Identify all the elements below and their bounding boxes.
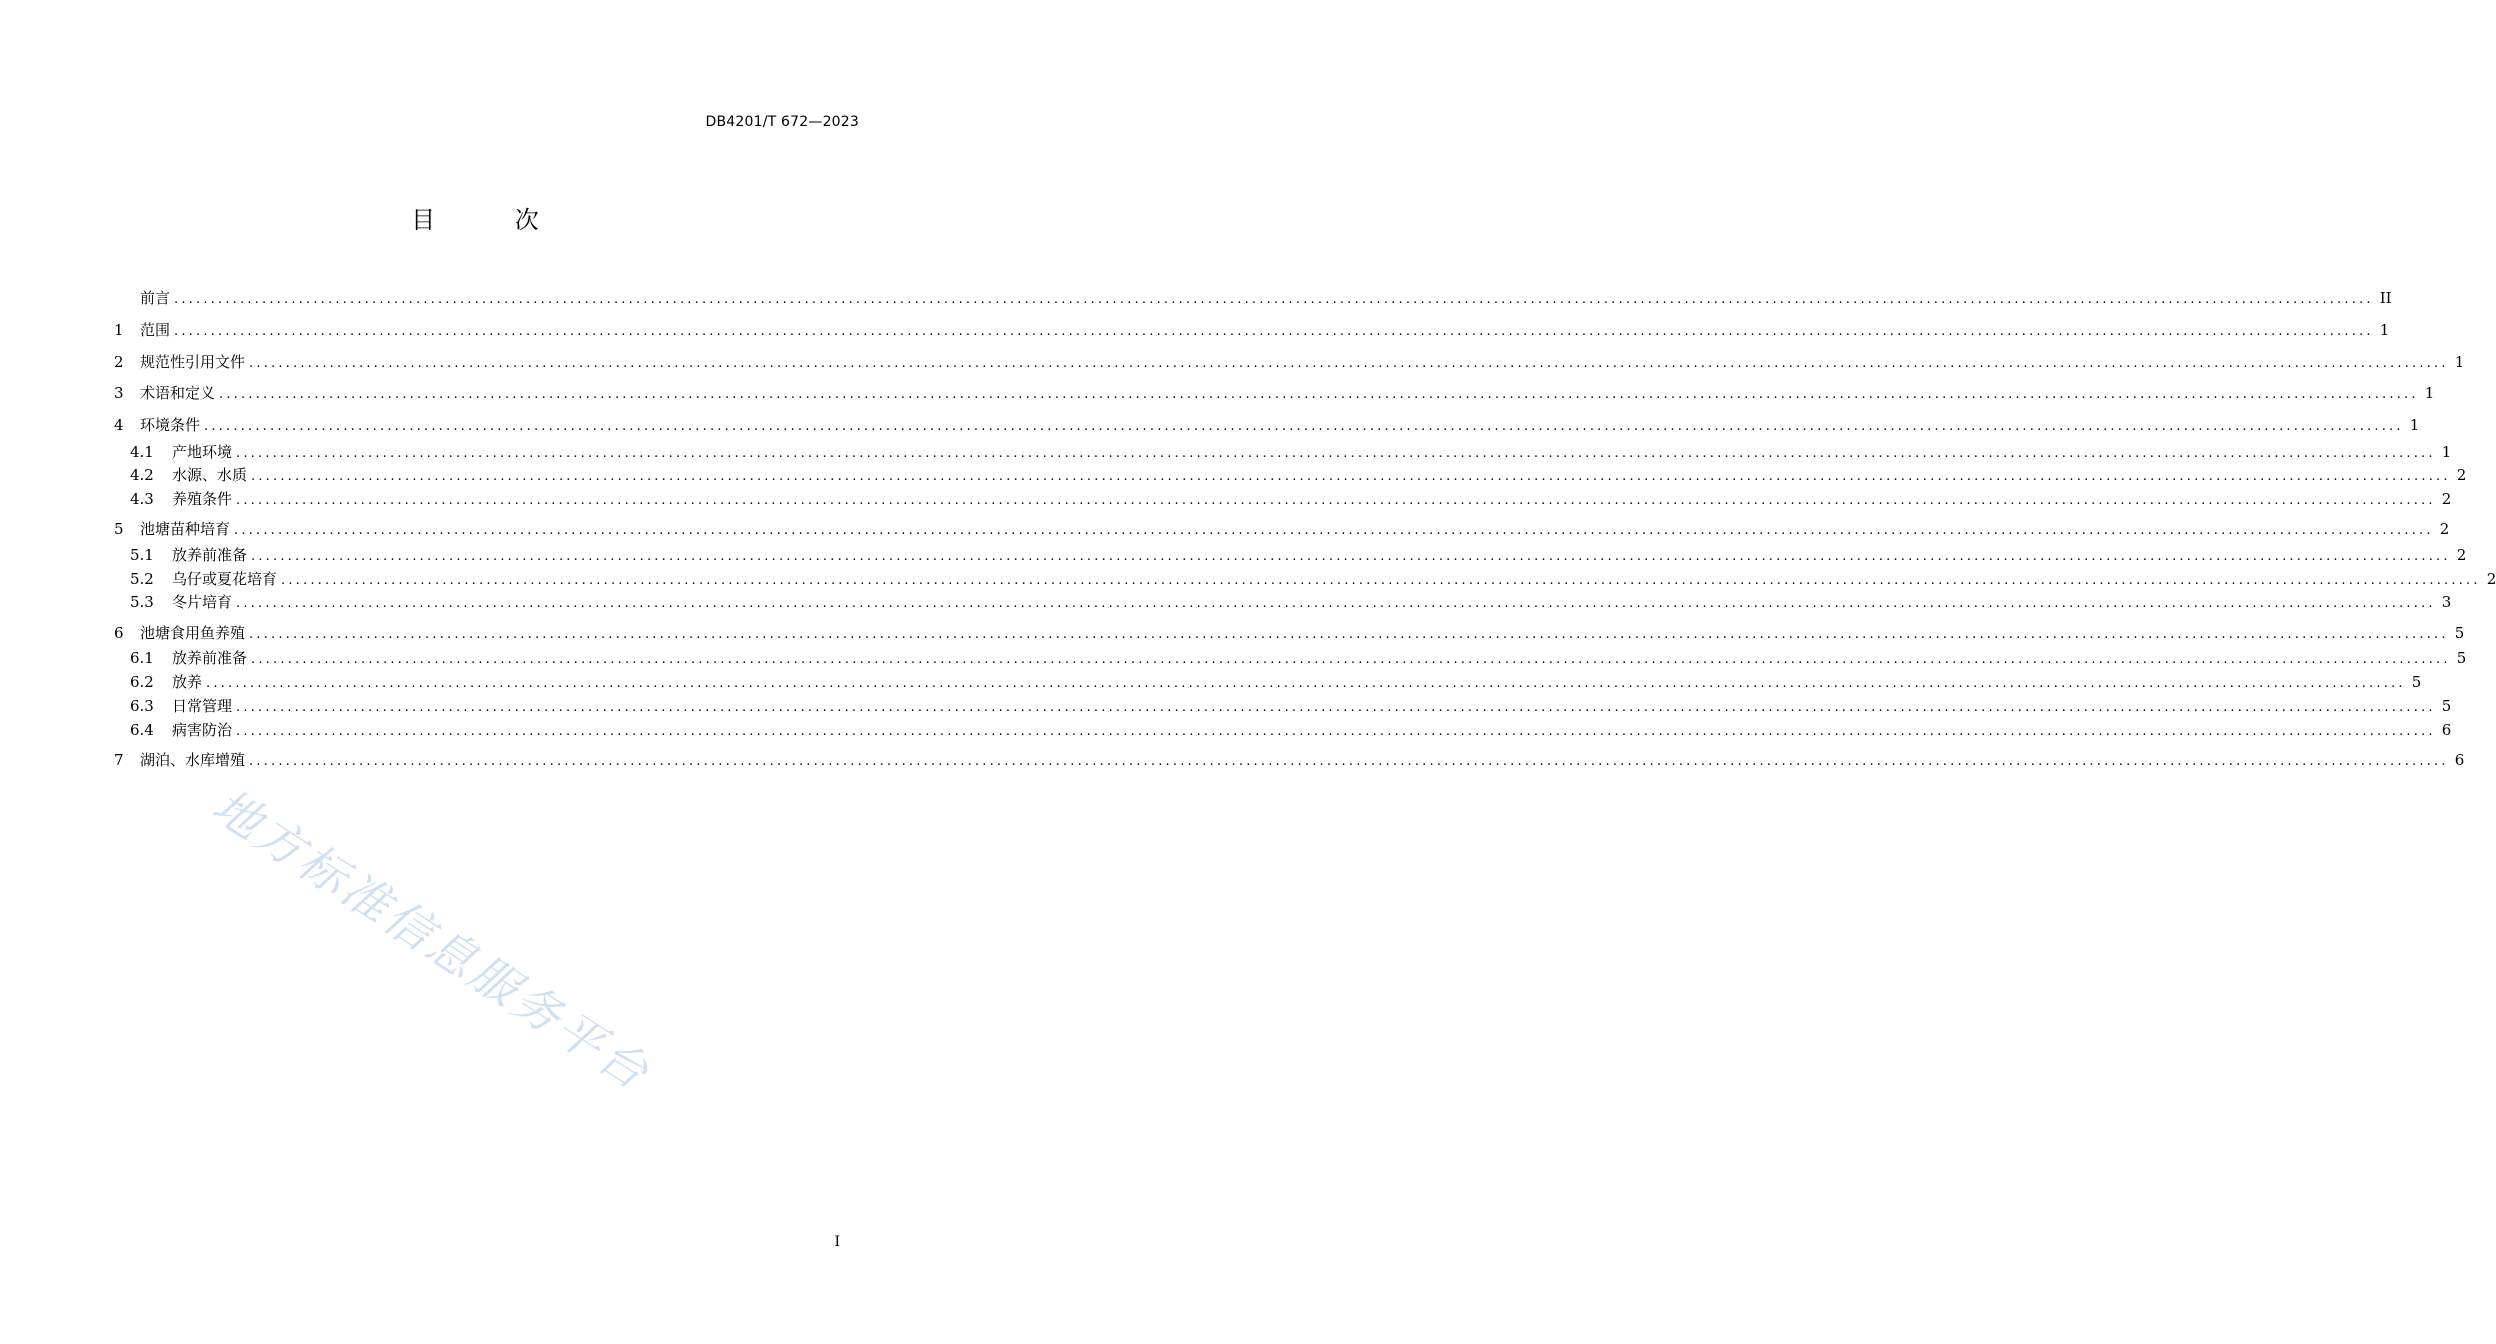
toc-entry-page: 5 xyxy=(2456,649,2467,667)
toc-entry-title: 乌仔或夏花培育 xyxy=(172,570,278,588)
toc-entry-title: 病害防治 xyxy=(172,721,233,739)
toc-entry-title: 日常管理 xyxy=(172,697,233,715)
toc-leader-dots: ............................................................................................................................................................................................................................................................................................................ xyxy=(249,356,2449,371)
toc-entry-number: 4.2 xyxy=(130,466,154,484)
toc-entry-4-3[interactable] xyxy=(130,488,2452,510)
toc-entry-foreword[interactable] xyxy=(114,287,2392,309)
toc-entry-page: 1 xyxy=(2379,321,2390,339)
toc-entry-4-2[interactable] xyxy=(130,464,2467,486)
toc-entry-number: 5 xyxy=(114,520,124,538)
toc-leader-dots: ............................................................................................................................................................................................................................................................................................................ xyxy=(251,469,2451,484)
toc-entry-title: 放养 xyxy=(172,673,203,691)
toc-entry-page: 2 xyxy=(2456,466,2467,484)
toc-entry-number: 6.3 xyxy=(130,697,154,715)
toc-entry-page: 1 xyxy=(2424,384,2435,402)
toc-entry-number: 4.3 xyxy=(130,490,154,508)
toc-entry-page: 3 xyxy=(2441,593,2452,611)
toc-entry-number: 5.1 xyxy=(130,546,154,564)
toc-leader-dots: ............................................................................................................................................................................................................................................................................................................ xyxy=(174,292,2374,307)
toc-entry-7[interactable] xyxy=(114,749,2465,771)
toc-entry-5-2[interactable] xyxy=(130,568,2496,590)
toc-entry-5-1[interactable] xyxy=(130,544,2467,566)
toc-entry-number: 6.2 xyxy=(130,673,154,691)
toc-entry-number: 6 xyxy=(114,624,124,642)
toc-leader-dots: ............................................................................................................................................................................................................................................................................................................ xyxy=(236,446,2436,461)
toc-entry-title: 前言 xyxy=(140,289,171,307)
toc-entry-number: 4.1 xyxy=(130,443,154,461)
toc-leader-dots: ............................................................................................................................................................................................................................................................................................................ xyxy=(236,724,2436,739)
toc-entry-page: 1 xyxy=(2441,443,2452,461)
toc-entry-number: 6.4 xyxy=(130,721,154,739)
footer-page-number: I xyxy=(834,1234,840,1250)
toc-entry-page: II xyxy=(2379,289,2392,307)
toc-leader-dots: ............................................................................................................................................................................................................................................................................................................ xyxy=(249,627,2449,642)
toc-entry-page: 2 xyxy=(2486,570,2496,588)
toc-leader-dots: ............................................................................................................................................................................................................................................................................................................ xyxy=(236,596,2436,611)
toc-entry-title: 范围 xyxy=(140,321,171,339)
toc-entry-number: 5.3 xyxy=(130,593,154,611)
toc-entry-5[interactable] xyxy=(114,518,2450,540)
toc-entry-title: 湖泊、水库增殖 xyxy=(140,751,246,769)
toc-entry-title: 环境条件 xyxy=(140,416,201,434)
toc-entry-4-1[interactable] xyxy=(130,441,2452,463)
toc-entry-5-3[interactable] xyxy=(130,591,2452,613)
toc-leader-dots: ............................................................................................................................................................................................................................................................................................................ xyxy=(174,324,2374,339)
toc-entry-number: 6.1 xyxy=(130,649,154,667)
toc-entry-title: 放养前准备 xyxy=(172,649,248,667)
toc-entry-title: 冬片培育 xyxy=(172,593,233,611)
toc-entry-2[interactable] xyxy=(114,351,2465,373)
toc-entry-title: 术语和定义 xyxy=(140,384,216,402)
toc-leader-dots: ............................................................................................................................................................................................................................................................................................................ xyxy=(206,676,2406,691)
toc-entry-title: 池塘食用鱼养殖 xyxy=(140,624,246,642)
toc-entry-4[interactable] xyxy=(114,414,2420,436)
toc-entry-3[interactable] xyxy=(114,382,2435,404)
toc-entry-page: 5 xyxy=(2411,673,2422,691)
toc-entry-number: 2 xyxy=(114,353,124,371)
toc-entry-6-3[interactable] xyxy=(130,695,2452,717)
toc-leader-dots: ............................................................................................................................................................................................................................................................................................................ xyxy=(234,523,2434,538)
toc-entry-page: 2 xyxy=(2456,546,2467,564)
toc-entry-6-2[interactable] xyxy=(130,671,2422,693)
watermark: 地方标准信息服务平台 xyxy=(202,778,661,1103)
toc-leader-dots: ............................................................................................................................................................................................................................................................................................................ xyxy=(281,573,2481,588)
toc-leader-dots: ............................................................................................................................................................................................................................................................................................................ xyxy=(236,493,2436,508)
toc-entry-title: 放养前准备 xyxy=(172,546,248,564)
toc-entry-number: 7 xyxy=(114,751,124,769)
toc-leader-dots: ............................................................................................................................................................................................................................................................................................................ xyxy=(251,652,2451,667)
toc-entry-number: 4 xyxy=(114,416,124,434)
toc-entry-number: 3 xyxy=(114,384,124,402)
toc-entry-page: 5 xyxy=(2454,624,2465,642)
toc-entry-title: 规范性引用文件 xyxy=(140,353,246,371)
toc-entry-title: 水源、水质 xyxy=(172,466,248,484)
toc-entry-title: 养殖条件 xyxy=(172,490,233,508)
toc-entry-page: 6 xyxy=(2441,721,2452,739)
toc-leader-dots: ............................................................................................................................................................................................................................................................................................................ xyxy=(249,754,2449,769)
toc-entry-title: 产地环境 xyxy=(172,443,233,461)
toc-leader-dots: ............................................................................................................................................................................................................................................................................................................ xyxy=(236,700,2436,715)
toc-entry-number: 5.2 xyxy=(130,570,154,588)
toc-entry-page: 2 xyxy=(2441,490,2452,508)
page-title: 目 次 xyxy=(411,206,575,234)
toc-leader-dots: ............................................................................................................................................................................................................................................................................................................ xyxy=(204,419,2404,434)
toc-entry-1[interactable] xyxy=(114,319,2390,341)
toc-entry-6[interactable] xyxy=(114,622,2465,644)
toc-entry-page: 1 xyxy=(2454,353,2465,371)
toc-entry-6-1[interactable] xyxy=(130,647,2467,669)
toc-leader-dots: ............................................................................................................................................................................................................................................................................................................ xyxy=(251,549,2451,564)
toc-entry-6-4[interactable] xyxy=(130,719,2452,741)
toc-leader-dots: ............................................................................................................................................................................................................................................................................................................ xyxy=(219,387,2419,402)
toc-entry-page: 6 xyxy=(2454,751,2465,769)
toc-entry-title: 池塘苗种培育 xyxy=(140,520,231,538)
toc-entry-page: 2 xyxy=(2439,520,2450,538)
toc-entry-number: 1 xyxy=(114,321,124,339)
document-code: DB4201/T 672—2023 xyxy=(705,114,859,130)
toc-entry-page: 1 xyxy=(2409,416,2420,434)
toc-entry-page: 5 xyxy=(2441,697,2452,715)
